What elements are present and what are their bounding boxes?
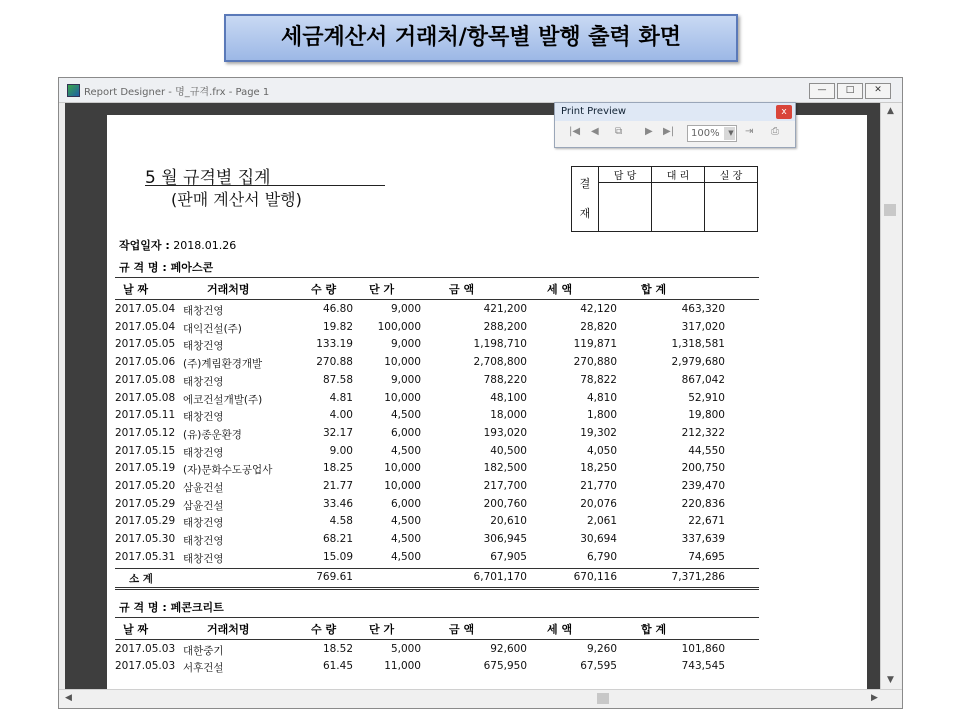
table-cell: 61.45: [322, 660, 353, 673]
table-cell: 18,000: [490, 409, 527, 422]
table-row: [115, 513, 759, 531]
table-cell: 9,260: [586, 642, 617, 655]
table-cell: 4.00: [329, 409, 353, 422]
table-cell: 15.09: [322, 550, 353, 563]
report-page: [107, 115, 867, 689]
table-cell: 삼윤건설: [183, 499, 224, 512]
first-page-icon[interactable]: |◀: [569, 126, 581, 137]
table-cell: (주)계림환경개발: [183, 358, 263, 371]
table-row: [115, 443, 759, 461]
maximize-button[interactable]: □: [837, 83, 863, 99]
table-cell: 태창건영: [183, 446, 224, 459]
table-cell: 10,000: [384, 356, 421, 369]
close-button[interactable]: ✕: [865, 83, 891, 99]
table-row: [115, 549, 759, 567]
printer-icon[interactable]: ⎙: [771, 126, 779, 137]
table-cell: 태창건영: [183, 552, 224, 565]
table-cell: 92,600: [490, 642, 527, 655]
table-row: [115, 390, 759, 408]
table-cell: 2017.05.08: [115, 373, 176, 386]
table-cell: 21,770: [580, 480, 617, 492]
table-cell: 463,320: [681, 303, 725, 315]
table-cell: 4,050: [586, 444, 617, 457]
table-cell: 2017.05.15: [115, 444, 176, 457]
table-cell: 317,020: [681, 320, 725, 333]
print-preview-close-button[interactable]: x: [776, 105, 792, 119]
table-cell: 삼윤건설: [183, 482, 224, 494]
table-cell: 675,950: [483, 660, 527, 673]
print-preview-toolbar: [554, 102, 796, 148]
table-cell: 33.46: [322, 497, 353, 510]
table-cell: 서후건설: [183, 662, 224, 675]
table-cell: 220,836: [681, 497, 725, 510]
table-cell: 2017.05.29: [115, 497, 176, 510]
table-cell: 1,198,710: [473, 338, 527, 351]
spec-name: 규 격 명 : 페콘크리트: [119, 600, 224, 614]
header-rule: [115, 277, 759, 278]
table-cell: 20,610: [490, 515, 527, 528]
subtotal-row: [115, 569, 759, 587]
subtotal-cell: 7,371,286: [671, 570, 725, 583]
table-cell: 대익건설(주): [183, 322, 242, 335]
report-designer-window: [58, 77, 903, 709]
horizontal-scroll-thumb[interactable]: [597, 693, 609, 704]
table-cell: 28,820: [580, 320, 617, 333]
table-cell: 867,042: [681, 373, 725, 386]
work-date: [119, 237, 236, 253]
table-cell: 20,076: [580, 497, 617, 510]
table-cell: 52,910: [688, 391, 725, 404]
table-cell: 4,500: [390, 515, 421, 528]
table-row: [115, 301, 759, 319]
table-cell: 2017.05.29: [115, 515, 176, 528]
table-row: [115, 319, 759, 337]
header-rule: [115, 617, 759, 618]
table-cell: 태창건영: [183, 375, 224, 388]
table-cell: 2017.05.03: [115, 660, 176, 673]
table-cell: 40,500: [490, 444, 527, 457]
table-cell: 78,822: [580, 373, 617, 386]
prev-page-icon[interactable]: ◀: [591, 126, 599, 137]
table-cell: 182,500: [483, 462, 527, 475]
column-header: 금 액: [449, 283, 475, 296]
approval-header: 대 리: [652, 167, 705, 183]
table-cell: 22,671: [688, 515, 725, 528]
table-cell: 67,905: [490, 550, 527, 563]
table-cell: 42,120: [580, 303, 617, 315]
table-cell: 101,860: [681, 642, 725, 655]
table-cell: 743,545: [681, 660, 725, 673]
table-cell: 48,100: [490, 391, 527, 404]
table-row: [115, 641, 759, 659]
approval-box: [571, 166, 758, 232]
table-cell: 19,800: [688, 409, 725, 422]
vertical-scroll-thumb[interactable]: [884, 204, 896, 216]
approval-sign-cell: [652, 183, 705, 232]
table-cell: 2017.05.19: [115, 462, 176, 475]
scroll-right-icon[interactable]: ▶: [871, 693, 878, 703]
table-cell: 133.19: [316, 338, 353, 351]
subtotal-cell: 769.61: [316, 570, 353, 583]
table-cell: 2017.05.03: [115, 642, 176, 655]
table-cell: 2017.05.04: [115, 303, 176, 315]
table-cell: 9,000: [390, 338, 421, 351]
subtotal-cell: 670,116: [573, 570, 617, 583]
table-cell: 67,595: [580, 660, 617, 673]
horizontal-scrollbar[interactable]: [59, 689, 902, 708]
table-cell: 421,200: [483, 303, 527, 315]
column-header-row: [115, 279, 759, 297]
table-cell: 태창건영: [183, 517, 224, 530]
exit-icon[interactable]: ⇥: [745, 126, 754, 137]
table-row: [115, 496, 759, 514]
table-cell: 306,945: [483, 533, 527, 546]
table-cell: 270,880: [573, 356, 617, 369]
work-date-label: 작업일자 :: [119, 239, 170, 252]
table-row: [115, 531, 759, 549]
table-cell: 4,500: [390, 409, 421, 422]
table-cell: 19.82: [322, 320, 353, 333]
table-cell: 18,250: [580, 462, 617, 475]
table-cell: 217,700: [483, 480, 527, 492]
column-header: 날 짜: [123, 283, 149, 296]
table-cell: 2017.05.30: [115, 533, 176, 546]
table-row: [115, 336, 759, 354]
column-header-row: [115, 619, 759, 637]
table-cell: 태창건영: [183, 411, 224, 424]
report-subtitle: (판매 계산서 발행): [171, 190, 302, 209]
table-cell: 4,810: [586, 391, 617, 404]
column-header: 단 가: [369, 283, 395, 296]
table-cell: 337,639: [681, 533, 725, 546]
header-rule: [115, 299, 759, 300]
table-cell: 18.25: [322, 462, 353, 475]
approval-sign-cell: [599, 183, 652, 232]
table-cell: 87.58: [322, 373, 353, 386]
table-cell: 239,470: [681, 480, 725, 492]
table-cell: 2017.05.11: [115, 409, 176, 422]
report-title: 5 월 규격별 집계: [145, 168, 271, 188]
table-cell: 19,302: [580, 426, 617, 439]
table-cell: 288,200: [483, 320, 527, 333]
last-page-icon[interactable]: ▶|: [663, 126, 675, 137]
work-date-value: 2018.01.26: [173, 239, 237, 252]
table-cell: 10,000: [384, 480, 421, 492]
table-cell: 2,708,800: [473, 356, 527, 369]
column-header: 합 계: [641, 622, 667, 636]
table-cell: 100,000: [377, 320, 421, 333]
table-cell: 788,220: [483, 373, 527, 386]
column-header: 세 액: [547, 622, 573, 636]
table-cell: 4,500: [390, 533, 421, 546]
approval-sign-cell: [705, 183, 758, 232]
table-cell: 2017.05.05: [115, 338, 176, 351]
approval-header: 실 장: [705, 167, 758, 183]
vertical-scrollbar[interactable]: [880, 103, 901, 689]
table-row: [115, 425, 759, 443]
column-header: 날 짜: [123, 622, 149, 636]
column-header: 금 액: [449, 622, 475, 636]
preview-area: [65, 103, 880, 689]
table-cell: 9.00: [329, 444, 353, 457]
table-cell: 1,318,581: [671, 338, 725, 351]
table-cell: 6,000: [390, 497, 421, 510]
table-cell: 68.21: [322, 533, 353, 546]
table-cell: 270.88: [316, 356, 353, 369]
table-cell: 21.77: [322, 480, 353, 492]
subtotal-double-rule: [115, 587, 759, 590]
zoom-select[interactable]: [687, 125, 737, 142]
table-cell: 5,000: [390, 642, 421, 655]
table-cell: 2,061: [586, 515, 617, 528]
window-title: Report Designer - 명_규격.frx - Page 1: [84, 87, 270, 98]
table-cell: 2017.05.20: [115, 480, 176, 492]
subtotal-cell: 6,701,170: [473, 570, 527, 583]
table-cell: 에코건설개발(주): [183, 393, 263, 406]
table-cell: 119,871: [573, 338, 617, 351]
approval-header: 담 당: [599, 167, 652, 183]
table-cell: 1,800: [586, 409, 617, 422]
table-row: [115, 478, 759, 496]
slide-title: 세금계산서 거래처/항목별 발행 출력 화면: [224, 14, 738, 62]
print-preview-title: Print Preview: [555, 103, 795, 121]
table-cell: 6,000: [390, 426, 421, 439]
zoom-value: 100%: [691, 128, 720, 139]
table-cell: 193,020: [483, 426, 527, 439]
chevron-down-icon[interactable]: ▼: [724, 127, 735, 140]
title-underline: [145, 185, 385, 186]
table-row: [115, 460, 759, 478]
column-header: 거래처명: [207, 283, 250, 296]
table-cell: 2017.05.31: [115, 550, 176, 563]
table-cell: 4.58: [329, 515, 353, 528]
table-cell: (유)종운환경: [183, 428, 242, 441]
table-cell: 대한중기: [183, 644, 224, 657]
spec-name: 규 격 명 : 페아스콘: [119, 261, 214, 274]
column-header: 단 가: [369, 622, 395, 636]
table-cell: 4,500: [390, 444, 421, 457]
table-cell: 2017.05.08: [115, 391, 176, 404]
table-cell: 200,750: [681, 462, 725, 475]
minimize-button[interactable]: —: [809, 83, 835, 99]
column-header: 거래처명: [207, 622, 250, 636]
scroll-up-icon[interactable]: ▲: [887, 106, 894, 116]
table-cell: 태창건영: [183, 340, 224, 353]
column-header: 수 량: [311, 622, 337, 636]
table-cell: 4.81: [329, 391, 353, 404]
table-cell: 태창건영: [183, 535, 224, 548]
table-cell: (자)문화수도공업사: [183, 464, 273, 477]
table-cell: 2,979,680: [671, 356, 725, 369]
table-cell: 10,000: [384, 462, 421, 475]
pages-icon[interactable]: ⧉: [615, 126, 623, 137]
table-cell: 30,694: [580, 533, 617, 546]
table-cell: 9,000: [390, 303, 421, 315]
table-cell: 44,550: [688, 444, 725, 457]
table-cell: 200,760: [483, 497, 527, 510]
table-cell: 9,000: [390, 373, 421, 386]
table-row: [115, 354, 759, 372]
header-rule: [115, 639, 759, 640]
scroll-left-icon[interactable]: ◀: [65, 693, 72, 703]
table-cell: 2017.05.04: [115, 320, 176, 333]
table-cell: 10,000: [384, 391, 421, 404]
table-cell: 4,500: [390, 550, 421, 563]
table-cell: 2017.05.06: [115, 356, 176, 369]
table-cell: 212,322: [681, 426, 725, 439]
table-cell: 6,790: [586, 550, 617, 563]
table-row: [115, 658, 759, 676]
table-cell: 2017.05.12: [115, 426, 176, 439]
scroll-down-icon[interactable]: ▼: [887, 675, 894, 685]
table-row: [115, 372, 759, 390]
column-header: 수 량: [311, 283, 337, 296]
table-cell: 74,695: [688, 550, 725, 563]
approval-side-label: 결 재: [572, 167, 599, 232]
column-header: 합 계: [641, 283, 667, 296]
table-cell: 32.17: [322, 426, 353, 439]
window-titlebar: [59, 78, 902, 103]
next-page-icon[interactable]: ▶: [645, 126, 653, 137]
table-row: [115, 407, 759, 425]
table-cell: 18.52: [322, 642, 353, 655]
table-cell: 태창건영: [183, 305, 224, 317]
table-cell: 46.80: [322, 303, 353, 315]
column-header: 세 액: [547, 283, 573, 296]
table-cell: 11,000: [384, 660, 421, 673]
subtotal-cell: 소 계: [129, 572, 153, 585]
app-icon: [67, 84, 80, 97]
